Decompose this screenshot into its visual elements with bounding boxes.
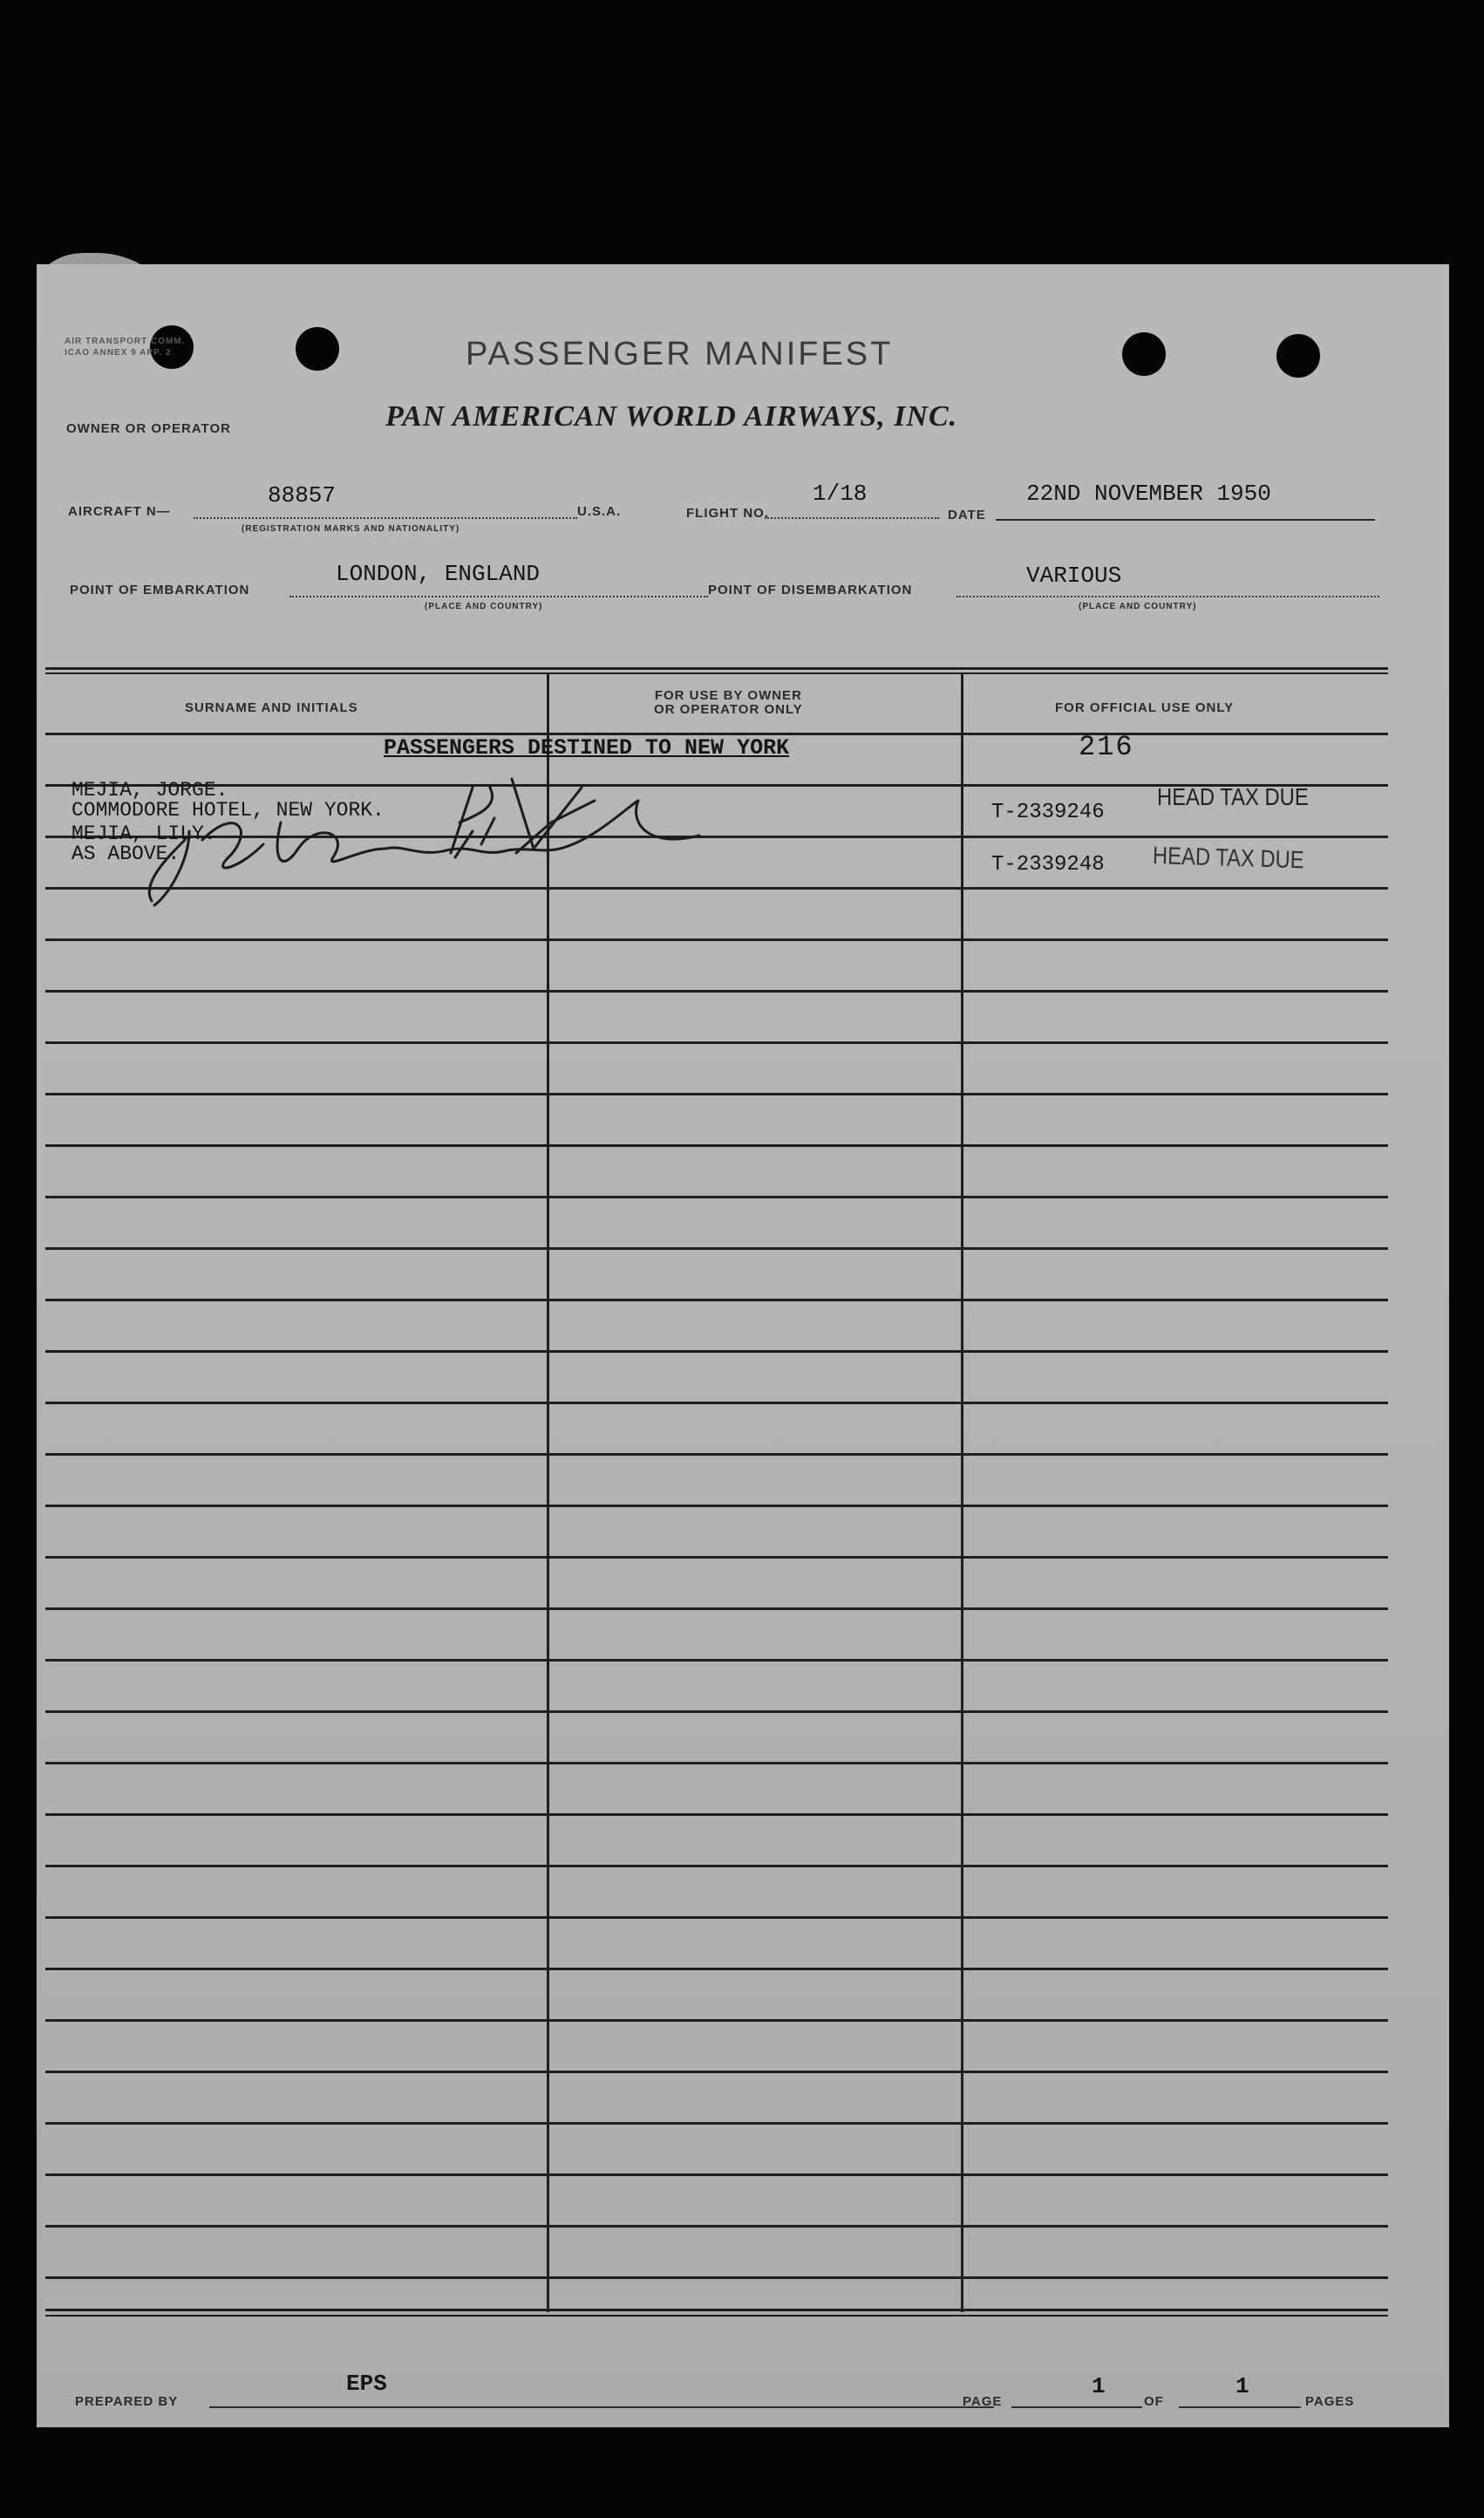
column-divider bbox=[547, 672, 549, 2312]
ruled-line bbox=[45, 1505, 1388, 1507]
ruled-line bbox=[45, 1041, 1388, 1044]
pages-label: PAGES bbox=[1305, 2394, 1355, 2409]
page-line bbox=[1011, 2406, 1142, 2408]
total-pages-line bbox=[1179, 2406, 1301, 2408]
ruled-line bbox=[45, 1813, 1388, 1816]
ruled-line bbox=[45, 1607, 1388, 1610]
disembarkation-caption: (PLACE AND COUNTRY) bbox=[1079, 602, 1197, 611]
ruled-line bbox=[45, 1093, 1388, 1095]
ruled-line bbox=[45, 1659, 1388, 1662]
punch-hole bbox=[296, 327, 339, 371]
date-line bbox=[996, 519, 1375, 521]
date-label: DATE bbox=[948, 508, 986, 522]
col-official-header: FOR OFFICIAL USE ONLY bbox=[1055, 700, 1235, 715]
punch-hole bbox=[1122, 332, 1166, 376]
ruled-line bbox=[45, 2225, 1388, 2228]
embarkation-label: POINT OF EMBARKATION bbox=[70, 583, 250, 597]
section-heading: PASSENGERS DESTINED TO NEW YORK bbox=[384, 735, 790, 761]
ruled-line bbox=[45, 2071, 1388, 2073]
ticket-number-1: T-2339246 bbox=[991, 801, 1105, 824]
flight-line bbox=[765, 517, 939, 519]
total-pages: 1 bbox=[1236, 2373, 1249, 2399]
flight-number: 1/18 bbox=[813, 481, 868, 507]
ruled-line bbox=[45, 990, 1388, 993]
passenger-2-name: MEJIA, LILY. bbox=[71, 822, 216, 845]
table-bottom-rule bbox=[45, 2315, 1388, 2317]
table-bottom-rule bbox=[45, 2309, 1388, 2311]
passenger-1-address: COMMODORE HOTEL, NEW YORK. bbox=[71, 799, 385, 822]
aircraft-number: 88857 bbox=[268, 482, 337, 508]
column-divider bbox=[961, 672, 963, 2312]
page-number: 1 bbox=[1092, 2373, 1106, 2399]
embarkation-value: LONDON, ENGLAND bbox=[336, 561, 541, 587]
disembarkation-value: VARIOUS bbox=[1026, 563, 1122, 589]
form-reference: AIR TRANSPORT COMM. ICAO ANNEX 9 APP. 2 bbox=[65, 337, 186, 358]
passenger-1-name: MEJIA, JORGE. bbox=[71, 779, 228, 802]
ruled-line bbox=[45, 1247, 1388, 1250]
ruled-line bbox=[45, 2276, 1388, 2279]
passenger-2-address: AS ABOVE. bbox=[71, 843, 180, 865]
handwritten-signature bbox=[106, 753, 769, 910]
usa-label: U.S.A. bbox=[577, 504, 622, 519]
ruled-line bbox=[45, 2019, 1388, 2022]
official-count: 216 bbox=[1079, 731, 1134, 763]
table-top-rule bbox=[45, 672, 1388, 674]
manifest-sheet bbox=[37, 264, 1449, 2427]
ruled-line bbox=[45, 2173, 1388, 2176]
ticket-number-2: T-2339248 bbox=[991, 853, 1105, 877]
ruled-line bbox=[45, 1196, 1388, 1198]
ruled-line bbox=[45, 1556, 1388, 1559]
ruled-line bbox=[45, 1916, 1388, 1919]
col-operator-header: FOR USE BY OWNER OR OPERATOR ONLY bbox=[654, 688, 803, 717]
ruled-line bbox=[45, 2122, 1388, 2125]
prepared-by-line bbox=[209, 2406, 994, 2408]
ruled-line bbox=[45, 1762, 1388, 1764]
manifest-table bbox=[45, 667, 1388, 2324]
ruled-line bbox=[45, 1350, 1388, 1353]
aircraft-line bbox=[194, 517, 577, 519]
registration-caption: (REGISTRATION MARKS AND NATIONALITY) bbox=[242, 524, 460, 534]
of-label: OF bbox=[1144, 2394, 1164, 2409]
ruled-line bbox=[45, 1144, 1388, 1147]
embarkation-line bbox=[289, 596, 708, 597]
ruled-line bbox=[45, 1710, 1388, 1713]
disembarkation-label: POINT OF DISEMBARKATION bbox=[708, 583, 913, 597]
owner-label: OWNER OR OPERATOR bbox=[66, 421, 231, 436]
owner-name: PAN AMERICAN WORLD AIRWAYS, INC. bbox=[385, 400, 958, 433]
ruled-line bbox=[45, 1299, 1388, 1301]
aircraft-label: AIRCRAFT N— bbox=[68, 504, 171, 519]
head-tax-stamp-2: HEAD TAX DUE bbox=[1152, 842, 1304, 874]
prepared-by-label: PREPARED BY bbox=[75, 2394, 179, 2409]
form-title: PASSENGER MANIFEST bbox=[466, 336, 894, 372]
page-label: PAGE bbox=[963, 2394, 1003, 2409]
ruled-line bbox=[45, 938, 1388, 941]
disembarkation-line bbox=[956, 596, 1379, 597]
embarkation-caption: (PLACE AND COUNTRY) bbox=[425, 602, 543, 611]
ruled-line bbox=[45, 1402, 1388, 1404]
flight-date: 22ND NOVEMBER 1950 bbox=[1026, 481, 1271, 507]
flight-label: FLIGHT NO. bbox=[686, 506, 769, 521]
punch-hole bbox=[1276, 334, 1320, 378]
signature-text bbox=[211, 805, 215, 806]
prepared-by-value: EPS bbox=[346, 2371, 387, 2397]
ruled-line bbox=[45, 1453, 1388, 1456]
ruled-line bbox=[45, 1865, 1388, 1867]
head-tax-stamp-1: HEAD TAX DUE bbox=[1157, 783, 1309, 810]
col-surname-header: SURNAME AND INITIALS bbox=[185, 700, 358, 715]
table-top-rule bbox=[45, 667, 1388, 670]
ruled-line bbox=[45, 1968, 1388, 1970]
